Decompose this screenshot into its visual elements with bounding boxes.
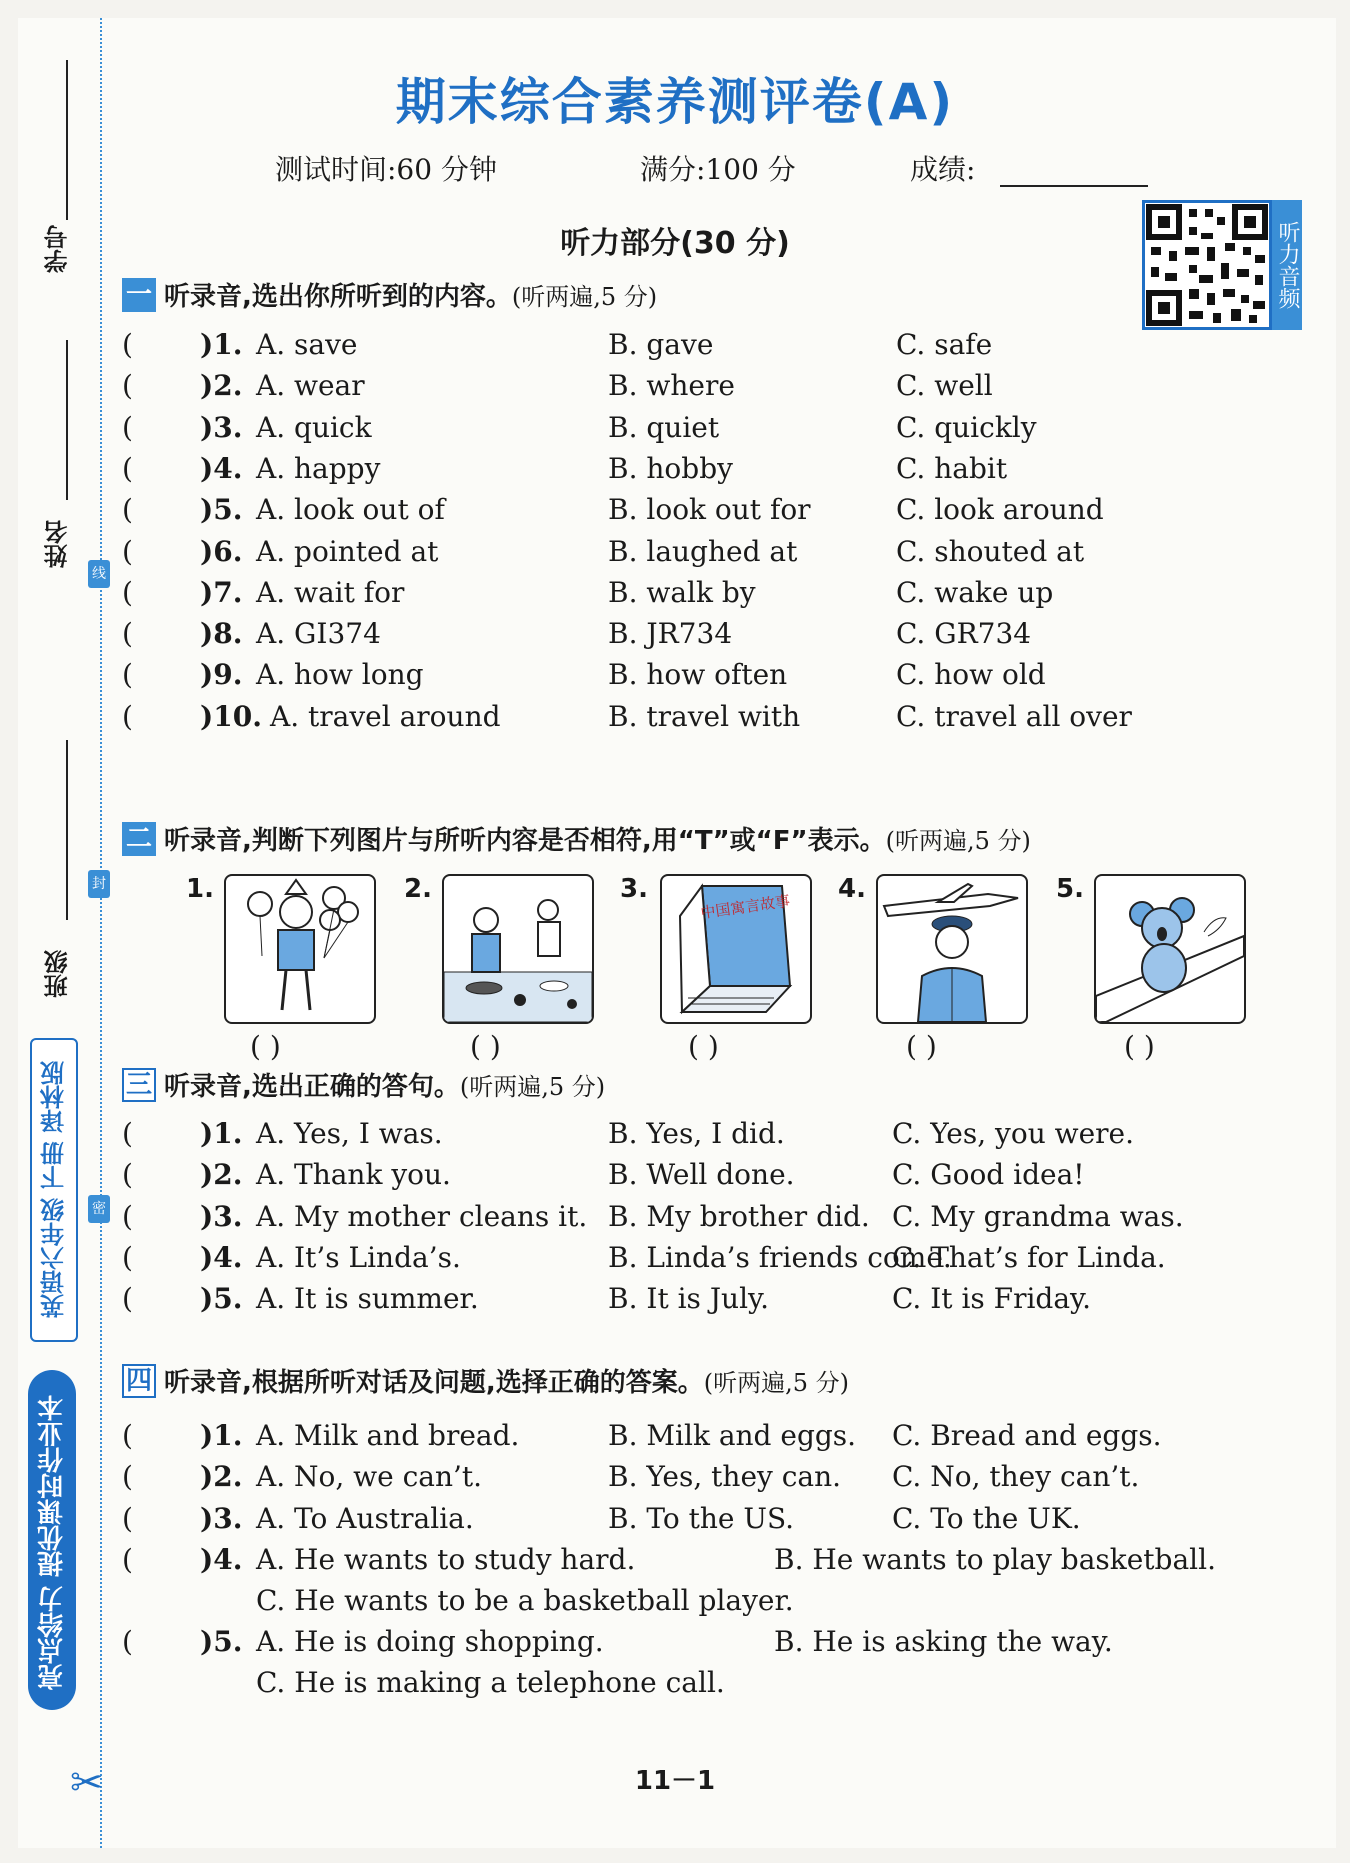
cut-line <box>100 18 102 1848</box>
picture-3-number: 3. <box>620 874 648 904</box>
option-b[interactable]: B. walk by <box>608 575 756 609</box>
question-number: )4. <box>200 1543 243 1576</box>
answer-paren[interactable]: ( <box>122 534 133 568</box>
option-b[interactable]: B. travel with <box>608 699 801 733</box>
listening-audio-label[interactable]: 听力音频 <box>1272 200 1302 330</box>
question-number: )5. <box>200 1282 243 1316</box>
option-a[interactable]: A. travel around <box>270 699 501 733</box>
option-a[interactable]: A. save <box>256 328 358 361</box>
option-c[interactable]: C. look around <box>896 493 1104 527</box>
question-number: )2. <box>200 369 243 403</box>
brand-spine: 亮点给力 提优课时作业本 <box>28 1370 76 1710</box>
picture-5-number: 5. <box>1056 874 1084 904</box>
answer-paren[interactable]: ( <box>122 699 133 733</box>
option-b[interactable]: B. gave <box>608 328 714 361</box>
picture-2-answer[interactable]: ( ) <box>470 1030 501 1063</box>
option-a[interactable]: A. Thank you. <box>256 1158 451 1192</box>
answer-paren[interactable]: ( <box>122 1460 133 1494</box>
section-2-note: (听两遍,5 分) <box>885 827 1031 855</box>
picture-3-book <box>660 874 812 1024</box>
page-title: 期末综合素养测评卷(A) <box>395 73 955 131</box>
question-number: )5. <box>200 1625 243 1658</box>
question-number: )4. <box>200 1240 243 1274</box>
section-4-title: 听录音,根据所听对话及问题,选择正确的答案。 <box>164 1368 704 1398</box>
answer-paren[interactable]: ( <box>122 1419 133 1452</box>
section-4-note: (听两遍,5 分) <box>703 1369 850 1397</box>
option-b[interactable]: B. He is asking the way. <box>774 1625 1113 1658</box>
picture-2-number: 2. <box>404 874 432 904</box>
option-b[interactable]: B. Well done. <box>608 1158 795 1192</box>
option-a[interactable]: A. It is summer. <box>256 1282 479 1316</box>
class-line-wrap <box>36 740 76 940</box>
section-3-note: (听两遍,5 分) <box>459 1073 606 1101</box>
option-a[interactable]: A. He wants to study hard. <box>256 1543 636 1576</box>
page-number: 11－1 <box>634 1766 716 1796</box>
section-2-title: 听录音,判断下列图片与所听内容是否相符,用“T”或“F”表示。 <box>164 826 886 856</box>
cut-mark-line: 线 <box>88 560 110 588</box>
section-3-title: 听录音,选出正确的答句。 <box>164 1072 460 1102</box>
option-a[interactable]: A. pointed at <box>256 534 439 568</box>
option-c[interactable]: C. GR734 <box>896 617 1032 651</box>
option-b[interactable]: B. how often <box>608 658 788 692</box>
answer-paren[interactable]: ( <box>122 1625 133 1658</box>
answer-paren[interactable]: ( <box>122 658 133 692</box>
class-label: 班级 <box>44 950 72 998</box>
option-c[interactable]: C. well <box>896 369 993 403</box>
picture-4-number: 4. <box>838 874 866 904</box>
option-a[interactable]: A. To Australia. <box>256 1501 474 1535</box>
option-c[interactable]: C. safe <box>896 328 993 361</box>
option-c[interactable]: C. how old <box>896 658 1046 692</box>
section-3-number: 三 <box>122 1068 156 1102</box>
option-c[interactable]: C. That’s for Linda. <box>892 1240 1166 1274</box>
question-number: )3. <box>200 410 243 444</box>
name-label: 姓名 <box>44 520 72 568</box>
answer-paren[interactable]: ( <box>122 369 133 403</box>
section-1-heading <box>122 276 657 313</box>
listening-section-title: 听力部分(30 分) <box>560 226 790 261</box>
student-id-label: 学号 <box>44 225 72 273</box>
class-line <box>66 740 68 920</box>
question-number: )1. <box>200 1117 243 1150</box>
answer-paren[interactable]: ( <box>122 410 133 444</box>
question-number: )7. <box>200 575 243 609</box>
answer-paren[interactable]: ( <box>122 493 133 527</box>
option-a[interactable]: A. Milk and bread. <box>256 1419 520 1452</box>
option-c[interactable]: C. travel all over <box>896 699 1132 733</box>
answer-paren[interactable]: ( <box>122 1117 133 1150</box>
question-number: )6. <box>200 534 243 568</box>
picture-2-cooking <box>442 874 594 1024</box>
answer-paren[interactable]: ( <box>122 328 133 361</box>
answer-paren[interactable]: ( <box>122 1158 133 1192</box>
picture-1-number: 1. <box>186 874 214 904</box>
option-b[interactable]: B. hobby <box>608 451 733 485</box>
option-a[interactable]: A. No, we can’t. <box>256 1460 483 1494</box>
option-a[interactable]: A. GI374 <box>256 617 381 651</box>
option-a[interactable]: A. happy <box>256 451 381 485</box>
option-b[interactable]: B. To the US. <box>608 1501 795 1535</box>
picture-4-answer[interactable]: ( ) <box>906 1030 937 1063</box>
answer-paren[interactable]: ( <box>122 1240 133 1274</box>
option-b[interactable]: B. Linda’s friends come. <box>608 1240 952 1274</box>
option-a[interactable]: A. He is doing shopping. <box>256 1625 604 1658</box>
option-c[interactable]: C. wake up <box>896 575 1054 609</box>
picture-1-answer[interactable]: ( ) <box>250 1030 281 1063</box>
answer-paren[interactable]: ( <box>122 1543 133 1576</box>
option-c[interactable]: C. habit <box>896 451 1008 485</box>
option-a[interactable]: A. how long <box>256 658 424 692</box>
option-b[interactable]: B. It is July. <box>608 1282 770 1316</box>
name-line <box>66 340 68 500</box>
question-number: )2. <box>200 1460 243 1494</box>
option-a[interactable]: A. quick <box>256 410 372 444</box>
option-b[interactable]: B. quiet <box>608 410 720 444</box>
edition-spine: 英语六年级 下册 译林版 <box>30 1038 78 1342</box>
section-1-number: 一 <box>122 278 156 312</box>
option-c[interactable]: C. It is Friday. <box>892 1282 1092 1316</box>
question-number: )8. <box>200 617 243 651</box>
option-b[interactable]: B. look out for <box>608 493 811 527</box>
option-c[interactable]: C. No, they can’t. <box>892 1460 1140 1494</box>
full-score: 满分:100 分 <box>640 153 796 186</box>
question-number: )3. <box>200 1199 243 1233</box>
option-c[interactable]: C. He wants to be a basketball player. <box>256 1584 794 1617</box>
cut-mark-secret: 密 <box>88 1195 110 1223</box>
section-2-number: 二 <box>122 822 156 856</box>
name-line-wrap <box>36 340 76 520</box>
question-number: )3. <box>200 1501 243 1535</box>
option-b[interactable]: B. JR734 <box>608 617 733 651</box>
option-b[interactable]: B. My brother did. <box>608 1199 870 1233</box>
answer-paren[interactable]: ( <box>122 617 133 651</box>
picture-3-answer[interactable]: ( ) <box>688 1030 719 1063</box>
option-c[interactable]: C. shouted at <box>896 534 1085 568</box>
answer-paren[interactable]: ( <box>122 451 133 485</box>
option-b[interactable]: B. Yes, I did. <box>608 1117 785 1150</box>
cut-mark-seal: 封 <box>88 870 110 898</box>
question-number: )4. <box>200 451 243 485</box>
scissors-icon: ✂ <box>70 1760 104 1806</box>
answer-paren[interactable]: ( <box>122 1501 133 1535</box>
class-field <box>36 950 76 1010</box>
option-a[interactable]: A. It’s Linda’s. <box>256 1240 461 1274</box>
section-1-title: 听录音,选出你所听到的内容。 <box>164 282 512 312</box>
option-c[interactable]: C. My grandma was. <box>892 1199 1184 1233</box>
option-a[interactable]: A. look out of <box>256 493 445 527</box>
option-a[interactable]: A. My mother cleans it. <box>256 1199 588 1233</box>
section-1-note: (听两遍,5 分) <box>511 283 658 311</box>
question-number: )9. <box>200 658 243 692</box>
test-time: 测试时间:60 分钟 <box>275 153 497 186</box>
option-a[interactable]: A. wait for <box>256 575 405 609</box>
option-c[interactable]: C. Good idea! <box>892 1158 1085 1192</box>
option-b[interactable]: B. where <box>608 369 735 403</box>
section-4-number: 四 <box>122 1364 156 1398</box>
score-blank[interactable] <box>1000 185 1148 187</box>
question-number: )5. <box>200 493 243 527</box>
option-b[interactable]: B. He wants to play basketball. <box>774 1543 1216 1576</box>
question-number: )2. <box>200 1158 243 1192</box>
answer-paren[interactable]: ( <box>122 1282 133 1316</box>
book-cover-text: 中国寓言故事 <box>699 891 792 923</box>
option-b[interactable]: B. Milk and eggs. <box>608 1419 857 1452</box>
name-field <box>36 520 76 580</box>
section-2-heading <box>122 820 1031 857</box>
picture-5-koala <box>1094 874 1246 1024</box>
answer-paren[interactable]: ( <box>122 1199 133 1233</box>
picture-4-pilot <box>876 874 1028 1024</box>
answer-paren[interactable]: ( <box>122 575 133 609</box>
option-c[interactable]: C. Bread and eggs. <box>892 1419 1162 1452</box>
question-number: )1. <box>200 328 243 361</box>
option-c[interactable]: C. To the UK. <box>892 1501 1081 1535</box>
score-label: 成绩: <box>910 153 976 186</box>
question-number: )10. <box>200 699 262 733</box>
section-4-heading <box>122 1362 849 1399</box>
option-a[interactable]: A. Yes, I was. <box>256 1117 443 1150</box>
question-number: )1. <box>200 1419 243 1452</box>
option-c[interactable]: C. Yes, you were. <box>892 1117 1135 1150</box>
option-b[interactable]: B. laughed at <box>608 534 798 568</box>
section-3-heading <box>122 1066 605 1103</box>
option-c[interactable]: C. quickly <box>896 410 1037 444</box>
option-b[interactable]: B. Yes, they can. <box>608 1460 842 1494</box>
option-c[interactable]: C. He is making a telephone call. <box>256 1666 725 1699</box>
option-a[interactable]: A. wear <box>256 369 365 403</box>
picture-1-balloons <box>224 874 376 1024</box>
picture-5-answer[interactable]: ( ) <box>1124 1030 1155 1063</box>
